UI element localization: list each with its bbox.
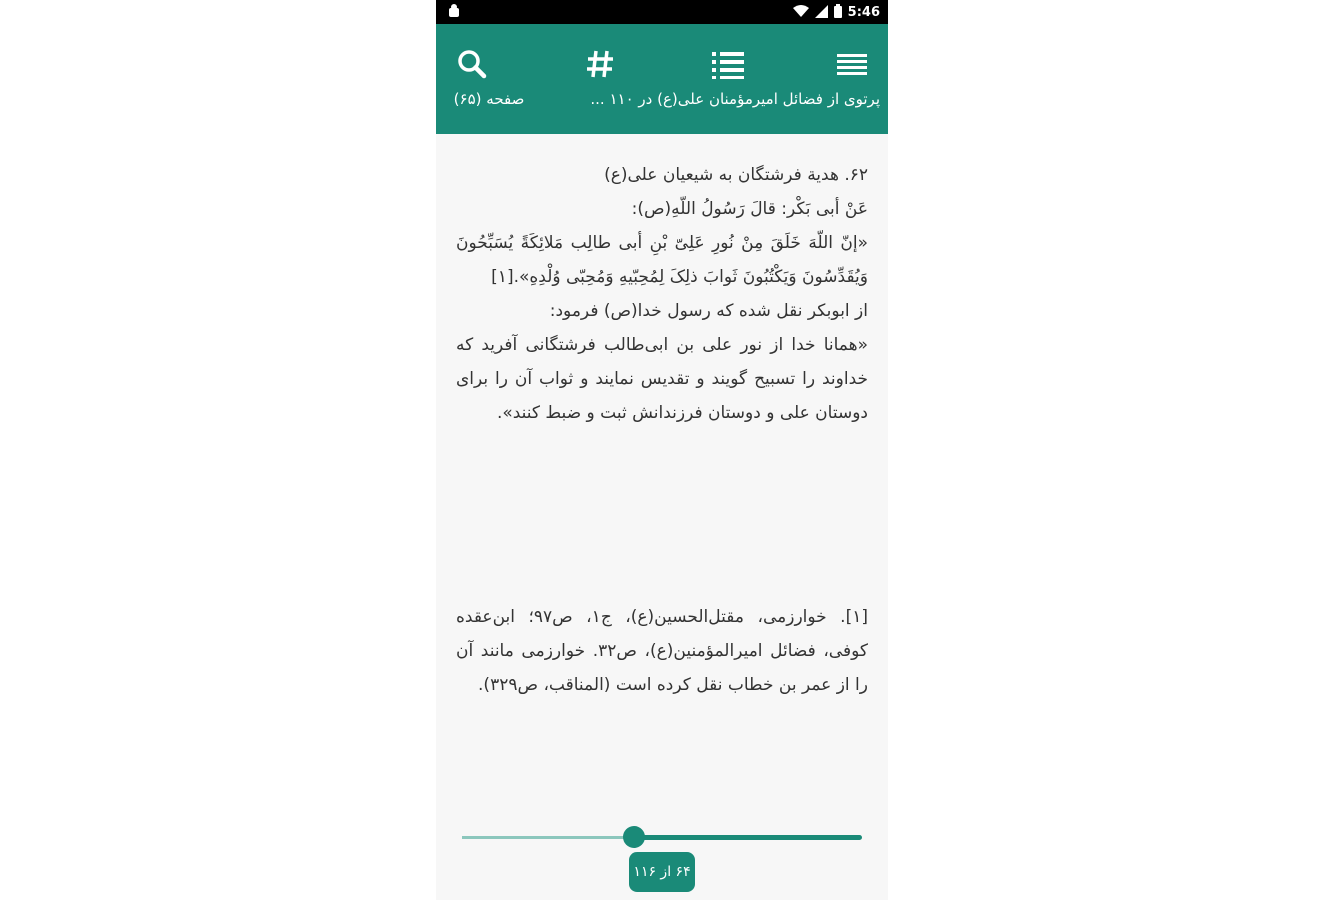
app-toolbar [436,24,888,134]
page-indicator-badge: ۶۴ از ۱۱۶ [629,852,695,892]
page-slider[interactable] [462,830,862,844]
arabic-text: «إنّ اللّهَ خَلَقَ مِنْ نُورِ عَلِیّ بْنِ أبی طالِب مَلائِکَةً یُسَبِّحُونَ وَیُقَدِّسُونَ وَیَکْتُبُونَ ثَوابَ ذلِکَ لِمُحِبّیهِ وَمُحِبّی وُلْدِهِ».[۱] [456,233,868,287]
phone-screen [436,0,888,900]
page-label: صفحه (۶۵) [453,90,525,108]
page-content [456,158,868,430]
battery-icon [834,4,842,21]
book-title: پرتوی از فضائل امیرمؤمنان علی(ع) در ۱۱۰ ... [590,90,880,108]
status-bar [436,0,888,24]
footnote-text: [۱]. خوارزمی، مقتل‌الحسین(ع)، ج۱، ص۹۷؛ ابن‌عقده کوفی، فضائل امیرالمؤمنین(ع)، ص۳۲. خوارزمی مانند آن را از عمر بن خطاب نقل کرده است (المناقب، ص۳۲۹). [456,607,868,695]
wifi-icon [793,5,809,21]
list-icon[interactable] [708,44,748,84]
menu-icon[interactable] [832,44,872,84]
arabic-intro: عَنْ أبی بَکْر: قالَ رَسُولُ اللّهِ(ص): [631,199,868,219]
persian-text: «همانا خدا از نور علی بن ابی‌طالب فرشتگانی آفرید که خداوند را تسبیح گویند و تقدیس نمایند و ثواب آن را برای دوستان علی و دوستان فرزندانش ثبت و ضبط کنند». [456,335,868,423]
signal-icon [815,5,828,21]
footnote-section [456,600,868,702]
persian-intro: از ابوبکر نقل شده که رسول خدا(ص) فرمود: [549,301,868,321]
slider-track-active [634,835,862,840]
status-time: 5:46 [847,5,880,20]
section-heading: ۶۲. هدیة فرشتگان به شیعیان علی(ع) [604,165,868,185]
android-icon [448,4,460,22]
slider-thumb[interactable] [623,826,645,848]
search-icon[interactable] [452,44,492,84]
slider-track-inactive [462,836,634,839]
hash-icon[interactable] [580,44,620,84]
